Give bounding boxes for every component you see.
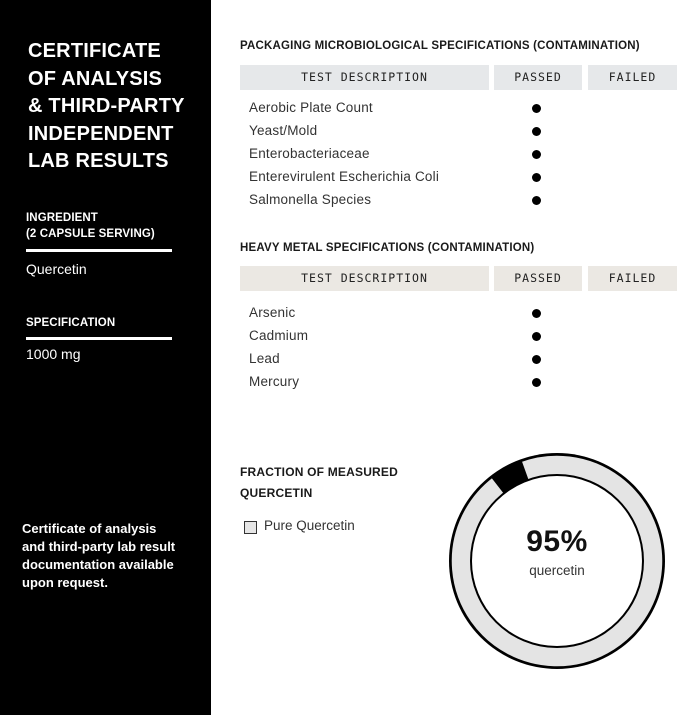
title-line: & THIRD-PARTY	[28, 95, 185, 117]
passed-dot	[532, 355, 541, 364]
sidebar	[0, 0, 211, 715]
quercetin-donut-chart	[449, 453, 665, 669]
passed-dot	[532, 378, 541, 387]
fraction-title-line: FRACTION OF MEASURED	[240, 465, 398, 479]
percent-caption: quercetin	[529, 563, 585, 578]
specification-label: SPECIFICATION	[26, 317, 116, 329]
metal-header-failed: FAILED	[588, 266, 677, 291]
legend-swatch	[244, 521, 257, 534]
specification-divider	[26, 337, 172, 340]
ingredient-value: Quercetin	[26, 261, 87, 277]
fraction-title	[240, 462, 430, 504]
title-line: CERTIFICATE	[28, 40, 161, 62]
percent-value: 95%	[526, 525, 588, 558]
ingredient-divider	[26, 249, 172, 252]
passed-dot	[532, 196, 541, 205]
micro-row-label: Yeast/Mold	[249, 123, 318, 138]
metal-row-label: Arsenic	[249, 305, 296, 320]
passed-dot	[532, 173, 541, 182]
legend-label: Pure Quercetin	[264, 518, 355, 533]
micro-header-passed: PASSED	[494, 65, 582, 90]
micro-header-failed: FAILED	[588, 65, 677, 90]
metal-row-label: Lead	[249, 351, 280, 366]
passed-dot	[532, 104, 541, 113]
ingredient-label-line: (2 CAPSULE SERVING)	[26, 228, 155, 240]
micro-header-description: TEST DESCRIPTION	[240, 65, 489, 90]
specification-value: 1000 mg	[26, 346, 81, 362]
title-line: OF ANALYSIS	[28, 67, 163, 90]
micro-row-label: Aerobic Plate Count	[249, 100, 373, 115]
documentation-note: Certificate of analysis and third-party lab result documentation available upon request.	[22, 521, 176, 590]
passed-dot	[532, 127, 541, 136]
donut-hole	[472, 476, 642, 646]
title-line: LAB RESULTS	[28, 150, 169, 172]
passed-dot	[532, 332, 541, 341]
metal-header-passed: PASSED	[494, 266, 582, 291]
passed-dot	[532, 150, 541, 159]
ingredient-label-line: INGREDIENT	[26, 212, 98, 224]
micro-row-label: Enterobacteriaceae	[249, 146, 370, 161]
metal-header-description: TEST DESCRIPTION	[240, 266, 489, 291]
metal-row-label: Mercury	[249, 374, 300, 389]
micro-row-label: Enterevirulent Escherichia Coli	[249, 169, 440, 184]
metal-row-label: Cadmium	[249, 328, 309, 343]
title-line: INDEPENDENT	[28, 122, 174, 145]
certificate-title	[28, 38, 208, 176]
passed-dot	[532, 309, 541, 318]
heavy-metal-title: HEAVY METAL SPECIFICATIONS (CONTAMINATION)	[240, 242, 535, 254]
microbiological-title: PACKAGING MICROBIOLOGICAL SPECIFICATIONS (CONTAMINATION)	[240, 40, 640, 52]
fraction-title-line: QUERCETIN	[240, 486, 313, 500]
micro-row-label: Salmonella Species	[249, 192, 372, 207]
ingredient-label	[26, 210, 155, 242]
